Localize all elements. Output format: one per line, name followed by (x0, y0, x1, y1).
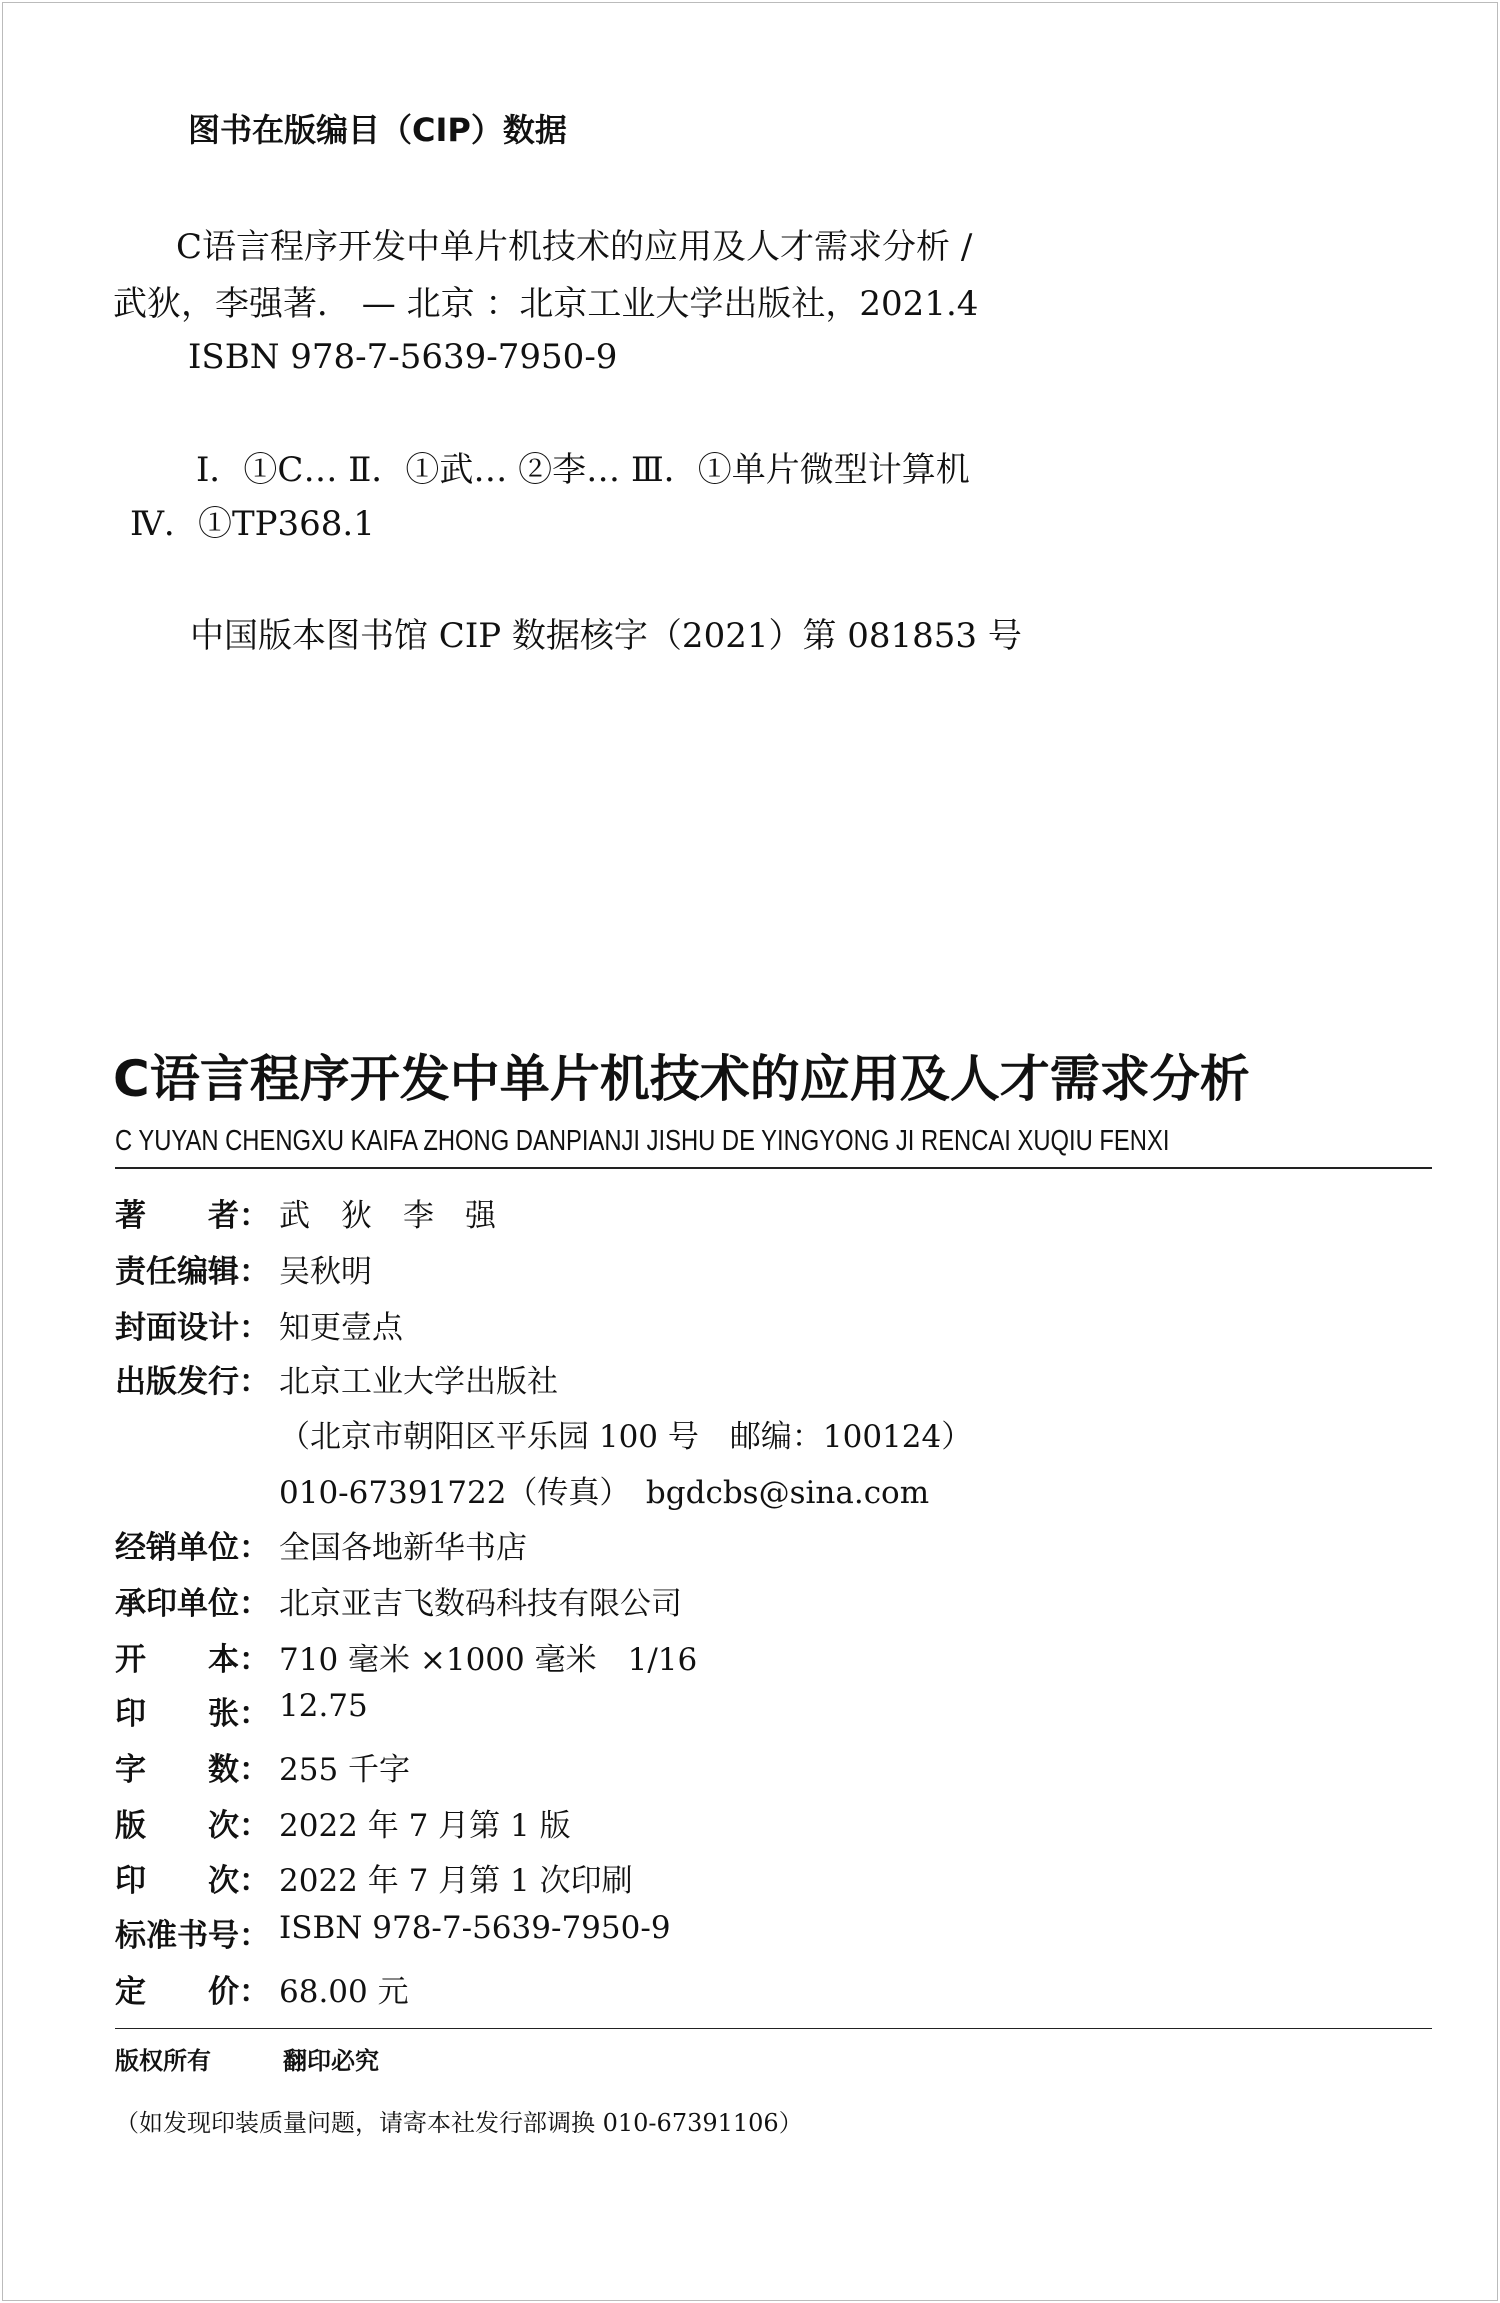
divider (115, 1167, 1432, 1169)
detail-value: 知更壹点 (279, 1310, 403, 1346)
detail-label: 著 者： (115, 1198, 270, 1234)
detail-label: 责任编辑： (115, 1254, 270, 1290)
detail-label: 出版发行： (115, 1364, 270, 1400)
book-title: C语言程序开发中单片机技术的应用及人才需求分析 (113, 1050, 1250, 1108)
detail-value: 010-67391722（传真） bgdcbs@sina.com (279, 1475, 930, 1511)
detail-label: 字 数： (115, 1752, 270, 1788)
detail-label: 承印单位： (115, 1586, 270, 1622)
quality-note: （如发现印装质量问题，请寄本社发行部调换 010-67391106） (115, 2109, 803, 2137)
detail-label: 印 次： (115, 1863, 270, 1899)
divider (115, 2028, 1432, 2029)
detail-value: （北京市朝阳区平乐园 100 号 邮编：100124） (279, 1419, 973, 1455)
detail-label: 定 价： (115, 1974, 270, 2010)
cip-title-line: C语言程序开发中单片机技术的应用及人才需求分析 / (176, 227, 973, 267)
book-title-pinyin: C YUYAN CHENGXU KAIFA ZHONG DANPIANJI JISHU DE YINGYONG JI RENCAI XUQIU FENXI (115, 1125, 1170, 1157)
detail-value: 12.75 (279, 1688, 368, 1724)
cip-header: 图书在版编目（CIP）数据 (188, 111, 567, 149)
cip-record-number: 中国版本图书馆 CIP 数据核字（2021）第 081853 号 (190, 616, 1022, 656)
detail-value: 2022 年 7 月第 1 次印刷 (279, 1863, 633, 1899)
cip-isbn-line: ISBN 978-7-5639-7950-9 (188, 337, 618, 377)
detail-value: 68.00 元 (279, 1974, 409, 2010)
detail-value: ISBN 978-7-5639-7950-9 (279, 1910, 671, 1946)
detail-label: 开 本： (115, 1642, 270, 1678)
copyright-text: 版权所有 (115, 2047, 211, 2075)
detail-value: 全国各地新华书店 (279, 1530, 527, 1566)
detail-label: 经销单位： (115, 1530, 270, 1566)
detail-value: 武 狄 李 强 (279, 1198, 496, 1234)
detail-value: 710 毫米 ×1000 毫米 1/16 (279, 1642, 698, 1678)
detail-value: 北京亚吉飞数码科技有限公司 (279, 1586, 682, 1622)
no-reproduction-text: 翻印必究 (283, 2047, 379, 2075)
cip-classification-line: Ⅰ．①C… Ⅱ．①武… ②李… Ⅲ．①单片微型计算机 (196, 450, 970, 490)
cip-classification-line-2: Ⅳ．①TP368.1 (130, 504, 375, 544)
detail-label: 印 张： (115, 1696, 270, 1732)
cip-author-line: 武狄，李强著． — 北京 ：北京工业大学出版社，2021.4 (113, 284, 979, 324)
detail-value: 北京工业大学出版社 (279, 1364, 558, 1400)
detail-label: 标准书号： (115, 1918, 270, 1954)
detail-value: 255 千字 (279, 1752, 411, 1788)
detail-label: 版 次： (115, 1808, 270, 1844)
detail-value: 2022 年 7 月第 1 版 (279, 1808, 571, 1844)
detail-label: 封面设计： (115, 1310, 270, 1346)
detail-value: 吴秋明 (279, 1254, 372, 1290)
